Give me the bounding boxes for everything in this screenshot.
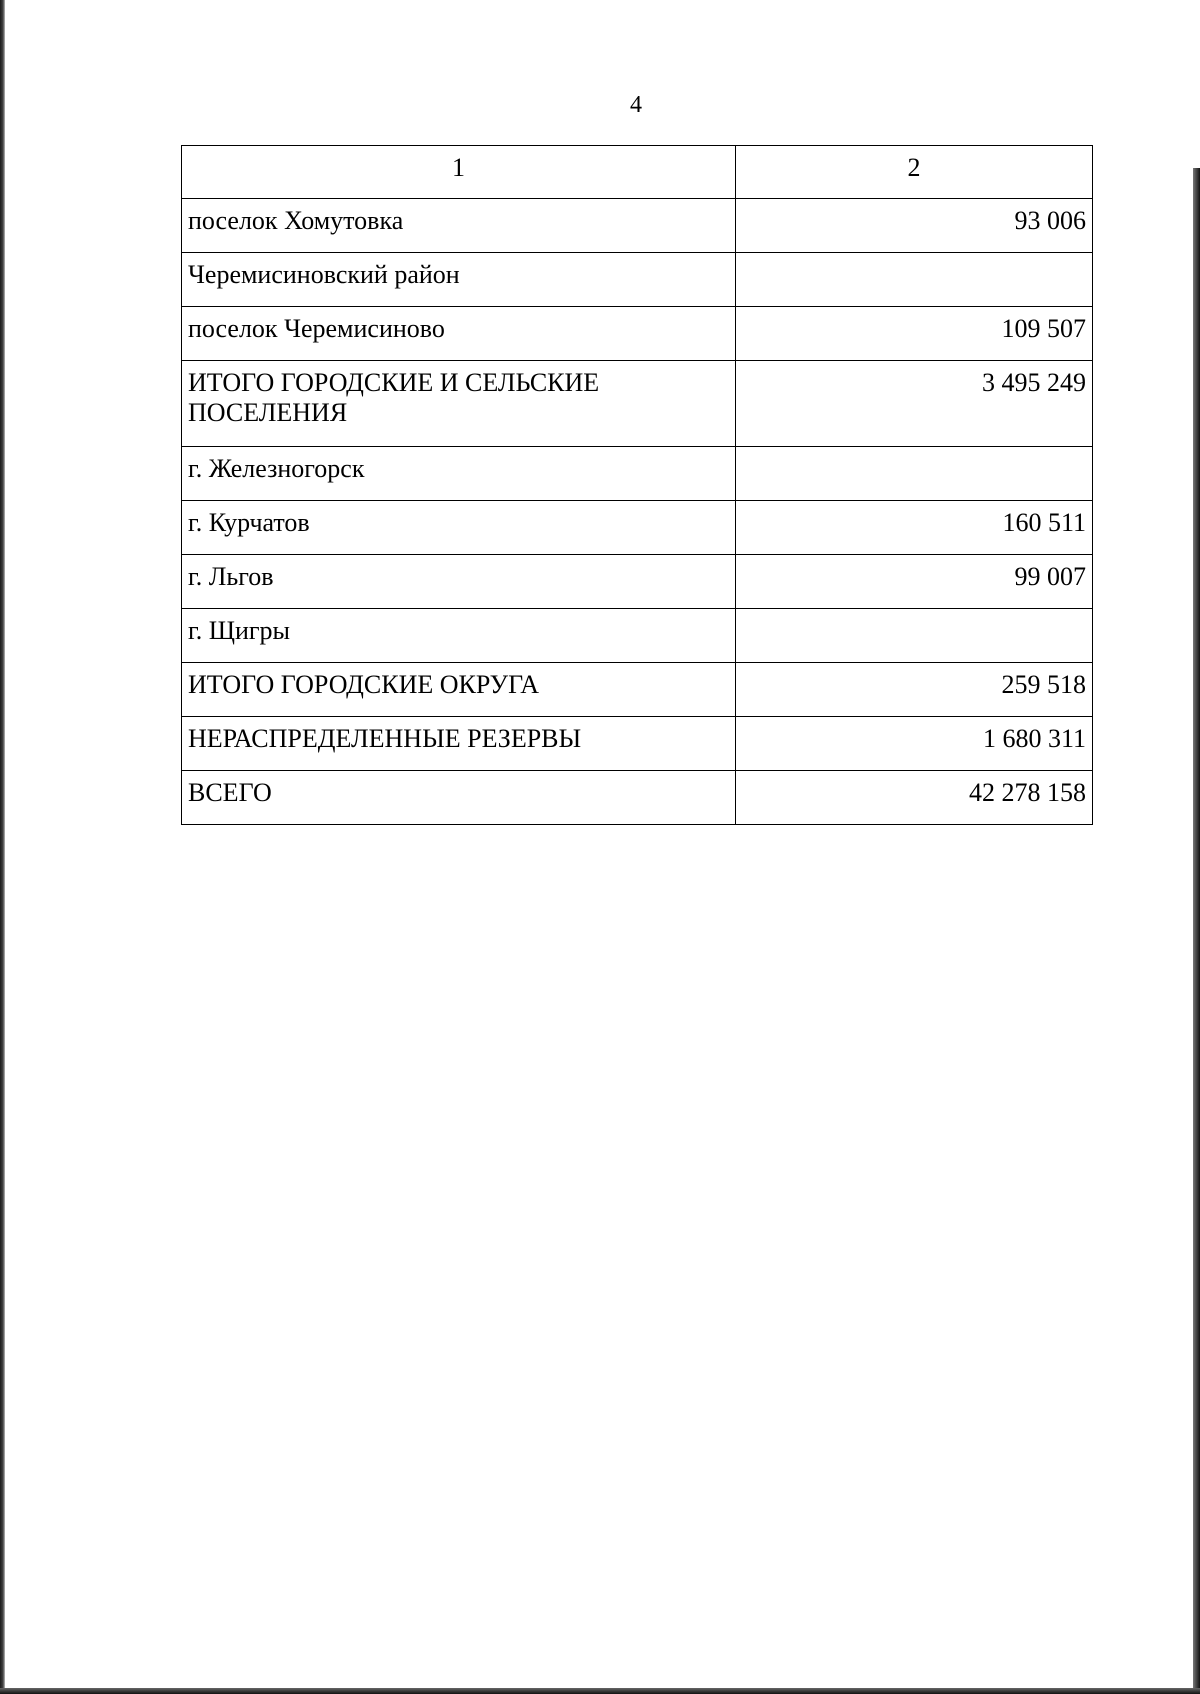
scan-edge-left (0, 0, 5, 1694)
row-name: г. Щигры (182, 609, 736, 663)
table-row (182, 501, 1093, 555)
table-row (182, 447, 1093, 501)
row-name: поселок Черемисиново (182, 307, 736, 361)
row-name: НЕРАСПРЕДЕЛЕННЫЕ РЕЗЕРВЫ (182, 717, 736, 771)
row-value (736, 447, 1093, 501)
row-value: 1 680 311 (736, 717, 1093, 771)
table-row (182, 199, 1093, 253)
row-name: г. Льгов (182, 555, 736, 609)
row-value: 160 511 (736, 501, 1093, 555)
row-value: 109 507 (736, 307, 1093, 361)
table-row (182, 555, 1093, 609)
row-value (736, 253, 1093, 307)
row-name: Черемисиновский район (182, 253, 736, 307)
row-name: г. Железногорск (182, 447, 736, 501)
page-number: 4 (630, 92, 642, 118)
row-value: 3 495 249 (736, 361, 1093, 447)
table-row (182, 253, 1093, 307)
data-table (181, 145, 1093, 825)
table-row-total (182, 717, 1093, 771)
table-header-row (182, 146, 1093, 199)
scan-edge-bottom (0, 1688, 1200, 1694)
scan-edge-right (1193, 168, 1200, 1694)
table-row-total (182, 663, 1093, 717)
row-value (736, 609, 1093, 663)
row-value: 93 006 (736, 199, 1093, 253)
row-name: поселок Хомутовка (182, 199, 736, 253)
table-row-grand-total (182, 771, 1093, 825)
row-value: 259 518 (736, 663, 1093, 717)
column-header-2: 2 (736, 146, 1093, 199)
row-value: 42 278 158 (736, 771, 1093, 825)
table-row (182, 307, 1093, 361)
row-name: г. Курчатов (182, 501, 736, 555)
row-name: ИТОГО ГОРОДСКИЕ ОКРУГА (182, 663, 736, 717)
row-name: ИТОГО ГОРОДСКИЕ И СЕЛЬСКИЕ ПОСЕЛЕНИЯ (182, 361, 736, 447)
table-row-total (182, 361, 1093, 447)
column-header-1: 1 (182, 146, 736, 199)
table-row (182, 609, 1093, 663)
row-name: ВСЕГО (182, 771, 736, 825)
row-value: 99 007 (736, 555, 1093, 609)
